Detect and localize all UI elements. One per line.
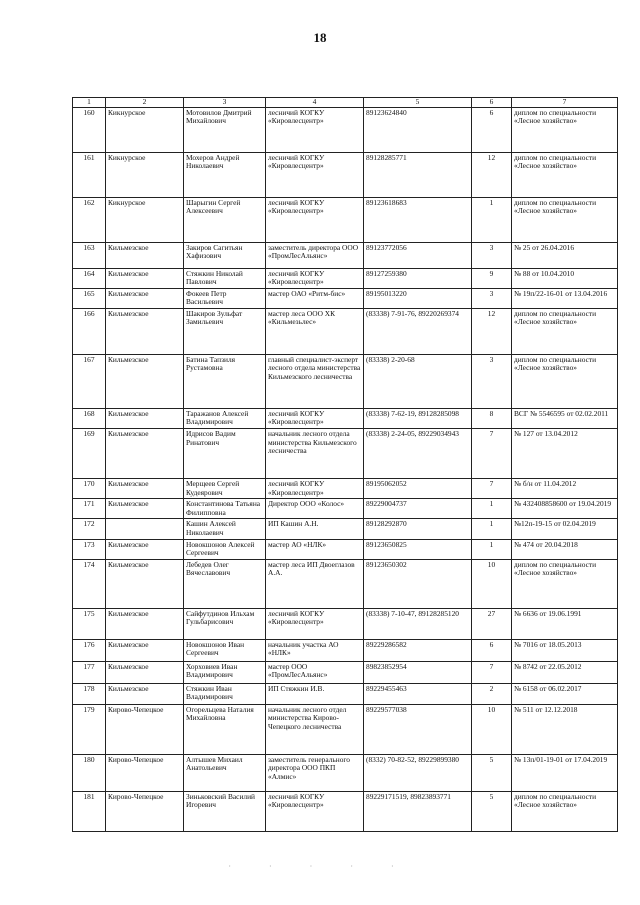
forestry-district: Кильмезское	[106, 499, 184, 519]
person-name: Стяжкин Иван Владимирович	[184, 683, 266, 704]
table-row	[73, 242, 618, 268]
contact-phone: 89229004737	[364, 499, 472, 519]
person-position: мастер леса ООО ХК «Кильмезьлес»	[266, 308, 364, 354]
row-number: 167	[73, 354, 106, 408]
row-number: 173	[73, 539, 106, 559]
experience-years: 6	[472, 639, 512, 661]
qualification-doc: № 19п/22-16-01 от 13.04.2016	[512, 288, 618, 308]
row-number: 169	[73, 429, 106, 479]
experience-years: 1	[472, 519, 512, 539]
experience-years: 1	[472, 499, 512, 519]
row-number: 175	[73, 608, 106, 639]
forestry-district: Кикнурское	[106, 152, 184, 197]
table-row	[73, 661, 618, 683]
table-row	[73, 197, 618, 242]
row-number: 166	[73, 308, 106, 354]
qualification-doc: диплом по специальности «Лесное хозяйство»	[512, 107, 618, 152]
experience-years: 3	[472, 354, 512, 408]
qualification-doc: диплом по специальности «Лесное хозяйство»	[512, 791, 618, 831]
table-row	[73, 308, 618, 354]
person-position: лесничий КОГКУ «Кировлесцентр»	[266, 791, 364, 831]
forestry-district: Кильмезское	[106, 683, 184, 704]
person-name: Мерщеев Сергей Кудеярович	[184, 479, 266, 499]
qualification-doc: ВСГ № 5546595 от 02.02.2011	[512, 408, 618, 428]
qualification-doc: диплом по специальности «Лесное хозяйство»	[512, 559, 618, 608]
table-row	[73, 152, 618, 197]
person-position: ИП Кашин А.Н.	[266, 519, 364, 539]
person-position: лесничий КОГКУ «Кировлесцентр»	[266, 608, 364, 639]
person-position: мастер ООО «ПромЛесАльянс»	[266, 661, 364, 683]
contact-phone: 89823852954	[364, 661, 472, 683]
contact-phone: (83338) 7-91-76, 89220269374	[364, 308, 472, 354]
forestry-district: Кирово-Чепецкое	[106, 704, 184, 754]
experience-years: 5	[472, 791, 512, 831]
qualification-doc: №12п-19-15 от 02.04.2019	[512, 519, 618, 539]
forestry-district: Кильмезское	[106, 661, 184, 683]
person-name: Константинова Татьяна Филипповна	[184, 499, 266, 519]
qualification-doc: № 511 от 12.12.2018	[512, 704, 618, 754]
qualification-doc: № 7016 от 18.05.2013	[512, 639, 618, 661]
forestry-district: Кильмезское	[106, 268, 184, 288]
forestry-district: Кирово-Чепецкое	[106, 791, 184, 831]
table-row	[73, 704, 618, 754]
contact-phone: 89123618683	[364, 197, 472, 242]
table-row	[73, 754, 618, 791]
qualification-doc: диплом по специальности «Лесное хозяйство»	[512, 354, 618, 408]
person-position: лесничий КОГКУ «Кировлесцентр»	[266, 197, 364, 242]
table-row	[73, 107, 618, 152]
experience-years: 7	[472, 661, 512, 683]
qualification-doc: диплом по специальности «Лесное хозяйство»	[512, 308, 618, 354]
table-row	[73, 268, 618, 288]
forestry-district: Кильмезское	[106, 559, 184, 608]
row-number: 181	[73, 791, 106, 831]
person-position: лесничий КОГКУ «Кировлесцентр»	[266, 479, 364, 499]
contact-phone: 89123650825	[364, 539, 472, 559]
column-number-row	[73, 98, 618, 108]
table-row	[73, 683, 618, 704]
contact-phone: 89229455463	[364, 683, 472, 704]
forestry-district: Кикнурское	[106, 197, 184, 242]
row-number: 163	[73, 242, 106, 268]
contact-phone: 89123624840	[364, 107, 472, 152]
table-row	[73, 608, 618, 639]
forestry-district: Кильмезское	[106, 639, 184, 661]
row-number: 177	[73, 661, 106, 683]
row-number: 164	[73, 268, 106, 288]
qualification-doc: № 474 от 20.04.2018	[512, 539, 618, 559]
experience-years: 7	[472, 479, 512, 499]
person-position: начальник лесного отдел министерства Кирово-Чепецкого лесничества	[266, 704, 364, 754]
qualification-doc: № 13п/01-19-01 от 17.04.2019	[512, 754, 618, 791]
row-number: 178	[73, 683, 106, 704]
row-number: 162	[73, 197, 106, 242]
person-position: начальник участка АО «НЛК»	[266, 639, 364, 661]
person-name: Шакиров Зульфат Замильевич	[184, 308, 266, 354]
row-number: 179	[73, 704, 106, 754]
experience-years: 10	[472, 704, 512, 754]
forestry-district: Кильмезское	[106, 308, 184, 354]
person-name: Огорельцева Наталия Михайловна	[184, 704, 266, 754]
forestry-district: Кикнурское	[106, 107, 184, 152]
experience-years: 12	[472, 152, 512, 197]
person-name: Батина Тапзиля Рустамовна	[184, 354, 266, 408]
contact-phone: (83338) 7-10-47, 89128285120	[364, 608, 472, 639]
person-position: заместитель директора ООО «ПромЛесАльянс»	[266, 242, 364, 268]
experience-years: 9	[472, 268, 512, 288]
person-name: Закиров Сагитьян Хафизович	[184, 242, 266, 268]
contact-phone: 89229286582	[364, 639, 472, 661]
table-row	[73, 408, 618, 428]
person-position: лесничий КОГКУ «Кировлесцентр»	[266, 107, 364, 152]
person-name: Лебедев Олег Вячеславович	[184, 559, 266, 608]
qualification-doc: диплом по специальности «Лесное хозяйство»	[512, 197, 618, 242]
forestry-district: Кильмезское	[106, 429, 184, 479]
person-name: Сайфутдинов Ильхам Гульбарисович	[184, 608, 266, 639]
contact-phone: 89195062052	[364, 479, 472, 499]
experience-years: 7	[472, 429, 512, 479]
person-name: Стяжкин Николай Павлович	[184, 268, 266, 288]
table-row	[73, 499, 618, 519]
row-number: 170	[73, 479, 106, 499]
qualification-doc: № б/н от 11.04.2012	[512, 479, 618, 499]
experience-years: 6	[472, 107, 512, 152]
qualification-doc: № 432408858600 от 19.04.2019	[512, 499, 618, 519]
person-position: заместитель генерального директора ООО ПКП «Алмис»	[266, 754, 364, 791]
qualification-doc: № 8742 от 22.05.2012	[512, 661, 618, 683]
forestry-district	[106, 519, 184, 539]
column-index: 3	[184, 98, 266, 108]
row-number: 161	[73, 152, 106, 197]
person-name: Зиньковский Василий Игоревич	[184, 791, 266, 831]
person-position: лесничий КОГКУ «Кировлесцентр»	[266, 268, 364, 288]
person-name: Шарыгин Сергей Алексеевич	[184, 197, 266, 242]
person-position: мастер леса ИП Двоеглазов А.А.	[266, 559, 364, 608]
row-number: 160	[73, 107, 106, 152]
contact-phone: 89128292870	[364, 519, 472, 539]
table-row	[73, 791, 618, 831]
contact-phone: 89127259380	[364, 268, 472, 288]
experience-years: 3	[472, 288, 512, 308]
person-name: Кашин Алексей Николаевич	[184, 519, 266, 539]
row-number: 172	[73, 519, 106, 539]
table-row	[73, 519, 618, 539]
column-index: 2	[106, 98, 184, 108]
contact-phone: (83338) 2-20-68	[364, 354, 472, 408]
forestry-district: Кильмезское	[106, 408, 184, 428]
person-position: главный специалист-эксперт лесного отдела министерства Кильмезского лесничества	[266, 354, 364, 408]
table-row	[73, 354, 618, 408]
person-position: мастер ОАО «Ритм-бис»	[266, 288, 364, 308]
table-row	[73, 559, 618, 608]
qualification-doc: № 6636 от 19.06.1991	[512, 608, 618, 639]
table-row	[73, 479, 618, 499]
table-row	[73, 639, 618, 661]
forestry-district: Кильмезское	[106, 288, 184, 308]
row-number: 165	[73, 288, 106, 308]
column-index: 5	[364, 98, 472, 108]
person-position: ИП Стяжкин И.В.	[266, 683, 364, 704]
column-index: 6	[472, 98, 512, 108]
forestry-district: Кильмезское	[106, 539, 184, 559]
qualification-doc: № 6158 от 06.02.2017	[512, 683, 618, 704]
contact-phone: (83338) 7-62-19, 89128285098	[364, 408, 472, 428]
row-number: 176	[73, 639, 106, 661]
person-position: лесничий КОГКУ «Кировлесцентр»	[266, 152, 364, 197]
contact-phone: (8332) 70-82-52, 89229899380	[364, 754, 472, 791]
table-row	[73, 288, 618, 308]
table-row	[73, 429, 618, 479]
contact-phone: 89123772056	[364, 242, 472, 268]
experience-years: 3	[472, 242, 512, 268]
row-number: 168	[73, 408, 106, 428]
person-position: Директор ООО «Колос»	[266, 499, 364, 519]
experience-years: 8	[472, 408, 512, 428]
contact-phone: 89229577038	[364, 704, 472, 754]
contact-phone: 89123650302	[364, 559, 472, 608]
qualification-doc: № 25 от 26.04.2016	[512, 242, 618, 268]
person-name: Идрисов Вадим Ринатович	[184, 429, 266, 479]
table-row	[73, 539, 618, 559]
experience-years: 27	[472, 608, 512, 639]
column-index: 4	[266, 98, 364, 108]
person-name: Новокшонов Алексей Сергеевич	[184, 539, 266, 559]
person-name: Таражанов Алексей Владимирович	[184, 408, 266, 428]
person-position: мастер АО «НЛК»	[266, 539, 364, 559]
qualification-doc: № 88 от 10.04.2010	[512, 268, 618, 288]
contact-phone: 89128285771	[364, 152, 472, 197]
contact-phone: 89229171519, 89823893771	[364, 791, 472, 831]
column-index: 1	[73, 98, 106, 108]
contact-phone: (83338) 2-24-05, 89229034943	[364, 429, 472, 479]
experience-years: 1	[472, 539, 512, 559]
person-position: лесничий КОГКУ «Кировлесцентр»	[266, 408, 364, 428]
contact-phone: 89195013220	[364, 288, 472, 308]
page-number: 18	[313, 30, 327, 45]
row-number: 174	[73, 559, 106, 608]
person-position: начальник лесного отдела министерства Кильмезского лесничества	[266, 429, 364, 479]
forestry-district: Кильмезское	[106, 242, 184, 268]
person-name: Мотовилов Дмитрий Михайлович	[184, 107, 266, 152]
forestry-district: Кильмезское	[106, 479, 184, 499]
experience-years: 12	[472, 308, 512, 354]
qualification-doc: диплом по специальности «Лесное хозяйство»	[512, 152, 618, 197]
person-name: Алтышев Михаил Анатольевич	[184, 754, 266, 791]
experience-years: 5	[472, 754, 512, 791]
forestry-district: Кильмезское	[106, 608, 184, 639]
person-name: Фокеев Петр Васильевич	[184, 288, 266, 308]
qualification-doc: № 127 от 13.04.2012	[512, 429, 618, 479]
row-number: 180	[73, 754, 106, 791]
experience-years: 10	[472, 559, 512, 608]
scan-artifacts: · · · · ·	[228, 862, 412, 871]
registry-table	[72, 97, 618, 832]
person-name: Хорховиев Иван Владимирович	[184, 661, 266, 683]
experience-years: 2	[472, 683, 512, 704]
row-number: 171	[73, 499, 106, 519]
column-index: 7	[512, 98, 618, 108]
forestry-district: Кирово-Чепецкое	[106, 754, 184, 791]
forestry-district: Кильмезское	[106, 354, 184, 408]
person-name: Мохеров Андрей Николаевич	[184, 152, 266, 197]
person-name: Новокшонов Иван Сергеевич	[184, 639, 266, 661]
experience-years: 1	[472, 197, 512, 242]
